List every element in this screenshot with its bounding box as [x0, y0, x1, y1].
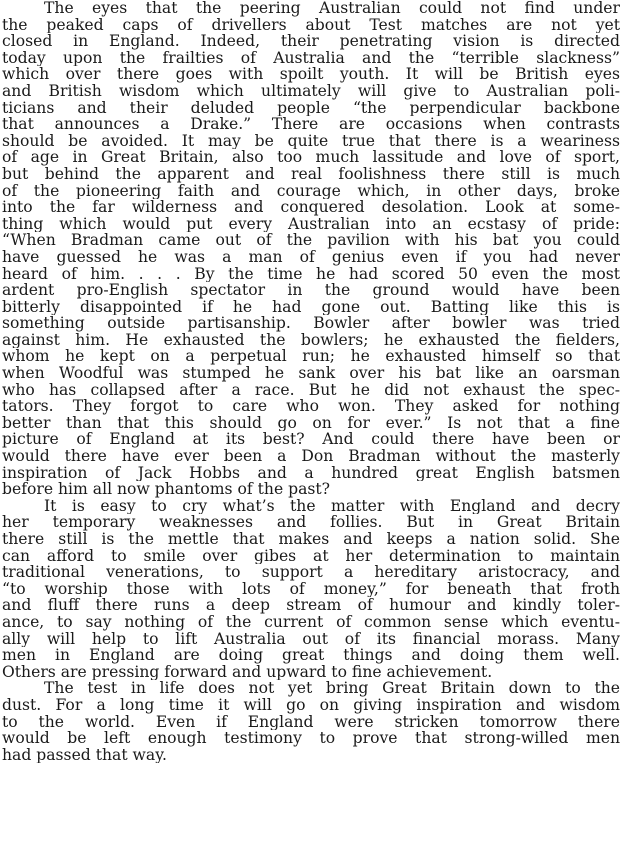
text-line: of age in Great Britain, also too much lassitude and love of sport,: [2, 149, 620, 166]
text-line: dust. For a long time it will go on giving inspiration and wisdom: [2, 696, 620, 714]
text-line: picture of England at its best? And could there have been or: [2, 431, 620, 449]
text-line: It is easy to cry what’s the matter with England and decry: [44, 497, 620, 515]
text-line: The eyes that the peering Australian could not find under: [44, 0, 620, 17]
text-line: have guessed he was a man of genius even if you had never: [2, 248, 620, 266]
text-line: men in England are doing great things and doing them well.: [2, 647, 620, 664]
text-line: that announces a Drake.” There are occasions when contrasts: [2, 116, 620, 133]
text-line: “When Bradman came out of the pavilion with his bat you could: [2, 232, 620, 249]
text-line: inspiration of Jack Hobbs and a hundred great English batsmen: [2, 464, 620, 482]
text-line: who has collapsed after a race. But he did not exhaust the spec-: [2, 381, 620, 399]
text-line: to the world. Even if England were stricken tomorrow there: [2, 713, 620, 731]
text-line: there still is the mettle that makes and keeps a nation solid. She: [2, 531, 620, 548]
text-line: against him. He exhausted the bowlers; he exhausted the fielders,: [2, 331, 620, 349]
text-line: whom he kept on a perpetual run; he exhausted himself so that: [2, 348, 620, 366]
paragraph-1: [2, 0, 620, 498]
text-line: the peaked caps of drivellers about Test matches are not yet: [2, 16, 620, 34]
text-line: better than that this should go on for ever.” Is not that a fine: [2, 414, 620, 432]
paragraph-3: [2, 680, 620, 763]
paragraph-2: [2, 498, 620, 681]
article-body: [2, 0, 620, 763]
text-line: would there have ever been a Don Bradman without the masterly: [2, 448, 620, 465]
text-line: ance, to say nothing of the current of common sense which eventu-: [2, 613, 620, 631]
text-line: traditional venerations, to support a hereditary aristocracy, and: [2, 564, 620, 581]
text-line: heard of him. . . . By the time he had scored 50 even the most: [2, 265, 620, 283]
text-line: ally will help to lift Australia out of its financial morass. Many: [2, 630, 620, 648]
text-line: “to worship those with lots of money,” for beneath that froth: [2, 580, 620, 598]
text-line: her temporary weaknesses and follies. But in Great Britain: [2, 514, 620, 531]
text-line: Others are pressing forward and upward to fine achievement.: [2, 663, 493, 681]
text-line: today upon the frailties of Australia and the “terrible slackness”: [2, 49, 620, 67]
text-line: which over there goes with spoilt youth. It will be British eyes: [2, 66, 620, 83]
text-line: but behind the apparent and real foolishness there still is much: [2, 165, 620, 183]
text-line: ardent pro-English spectator in the ground would have been: [2, 282, 620, 299]
text-line: can afford to smile over gibes at her determination to maintain: [2, 547, 620, 565]
text-line: and fluff there runs a deep stream of humour and kindly toler-: [2, 597, 620, 614]
text-line: and British wisdom which ultimately will give to Australian poli-: [2, 82, 620, 100]
text-line: ticians and their deluded people “the perpendicular backbone: [2, 99, 620, 117]
text-line: should be avoided. It may be quite true that there is a weariness: [2, 132, 620, 150]
text-line: would be left enough testimony to prove that strong-willed men: [2, 730, 620, 747]
text-line: something outside partisanship. Bowler after bowler was tried: [2, 315, 620, 332]
text-line: had passed that way.: [2, 746, 167, 764]
text-line: when Woodful was stumped he sank over his bat like an oarsman: [2, 365, 620, 382]
text-line: The test in life does not yet bring Great Britain down to the: [44, 680, 620, 697]
text-line: closed in England. Indeed, their penetrating vision is directed: [2, 33, 620, 50]
text-line: of the pioneering faith and courage which, in other days, broke: [2, 182, 620, 200]
text-line: bitterly disappointed if he had gone out. Batting like this is: [2, 298, 620, 316]
text-line: tators. They forgot to care who won. They asked for nothing: [2, 398, 620, 415]
text-line: thing which would put every Australian into an ecstasy of pride:: [2, 215, 620, 233]
text-line: into the far wilderness and conquered desolation. Look at some-: [2, 199, 620, 216]
text-line: before him all now phantoms of the past?: [2, 481, 331, 498]
